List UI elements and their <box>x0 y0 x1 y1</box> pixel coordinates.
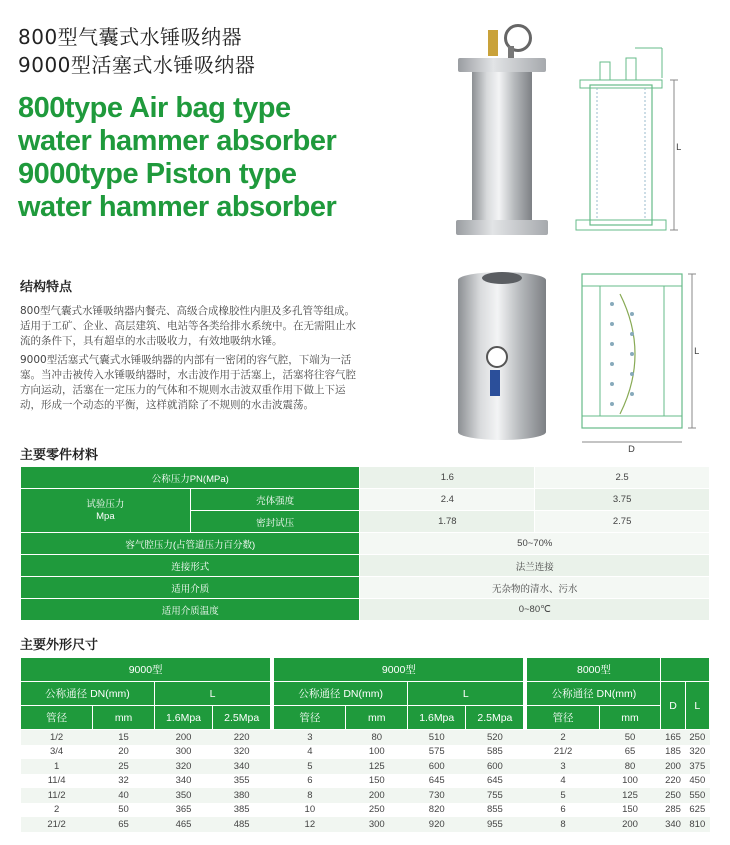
table-cell: 350 <box>154 788 212 803</box>
medium-label: 适用介质 <box>21 577 360 599</box>
table-cell: 810 <box>685 817 709 832</box>
connection-value: 法兰连接 <box>360 555 710 577</box>
table-cell: 250 <box>661 788 685 803</box>
table-cell: 125 <box>599 788 661 803</box>
table-cell: 21/2 <box>21 817 93 832</box>
airbag-absorber-drawing <box>570 40 710 240</box>
table-row <box>21 745 710 760</box>
table-cell: 32 <box>118 775 129 787</box>
table-row <box>21 817 710 832</box>
group-header-2: 9000型 <box>274 658 524 682</box>
table-cell: 200 <box>346 788 408 803</box>
table-row <box>21 774 710 789</box>
table-cell: 820 <box>428 804 445 816</box>
table-cell: 600 <box>466 759 524 774</box>
features-paragraph-2: 9000型活塞式气囊式水锤吸纳器的内部有一密闭的容气腔，下端为一活塞。当冲击被传入水锤吸纳器时，水击波作用于活塞上，活塞将往容气腔方向运动，活塞在一定压力的气体和不规则水击波双重作用下做上下运动，形成一个动态的平衡，这样就消除了不规则的水击波震荡。 <box>20 354 356 411</box>
table-row <box>21 555 710 577</box>
dn-header-2: 公称通径 DN(mm) <box>274 682 408 706</box>
table-cell: 600 <box>408 759 466 774</box>
table-cell: 65 <box>624 746 636 758</box>
features-heading: 结构特点 <box>20 280 73 295</box>
table-cell: 340 <box>661 817 685 832</box>
temperature-value: 0~80℃ <box>360 599 710 621</box>
table-row <box>21 467 710 489</box>
table-cell: 320 <box>689 746 706 758</box>
l-header-1: L <box>154 682 270 706</box>
p25-header: 2.5Mpa <box>213 706 271 730</box>
table-row <box>21 577 710 599</box>
table-cell: 520 <box>466 730 524 745</box>
table-cell: 510 <box>408 730 466 745</box>
dimensions-heading: 主要外形尺寸 <box>20 638 99 653</box>
connection-label: 连接形式 <box>21 555 360 577</box>
l-header-2: L <box>408 682 524 706</box>
d-header-3: D <box>661 682 685 730</box>
table-cell: 165 <box>661 730 685 745</box>
drawing-2-L-label: L <box>694 347 700 357</box>
seal-value-1: 1.78 <box>360 511 535 533</box>
table-cell: 4 <box>307 746 313 758</box>
piston-absorber-photo <box>452 266 552 442</box>
table-cell: 3 <box>527 759 599 774</box>
table-cell: 100 <box>368 746 385 758</box>
l-header-3: L <box>685 682 709 730</box>
shell-value-2: 3.75 <box>535 489 710 511</box>
table-cell: 920 <box>408 817 466 832</box>
table-cell: 300 <box>346 817 408 832</box>
table-cell: 220 <box>665 775 681 787</box>
p16-header: 1.6Mpa <box>408 706 466 730</box>
shell-value-1: 2.4 <box>360 489 535 511</box>
table-cell: 855 <box>486 804 503 816</box>
piston-absorber-drawing <box>570 264 710 454</box>
table-cell: 200 <box>154 730 212 745</box>
table-row <box>21 788 710 803</box>
table-cell: 585 <box>486 746 503 758</box>
table-cell: 50 <box>599 730 661 745</box>
table-cell: 6 <box>560 804 566 816</box>
table-row <box>21 599 710 621</box>
table-cell: 4 <box>560 775 566 787</box>
table-cell: 250 <box>685 730 709 745</box>
shell-strength-label: 壳体强度 <box>190 489 360 511</box>
table-row <box>21 759 710 774</box>
seal-value-2: 2.75 <box>535 511 710 533</box>
table-cell: 3/4 <box>49 746 64 758</box>
features-text <box>20 304 365 417</box>
table-row <box>21 803 710 818</box>
table-cell: 8 <box>274 788 346 803</box>
pn-label: 公称压力PN(MPa) <box>21 467 360 489</box>
table-cell: 380 <box>213 788 271 803</box>
table-cell: 65 <box>93 817 155 832</box>
gas-chamber-label: 容气腔压力(占管道压力百分数) <box>21 533 360 555</box>
table-cell: 15 <box>93 730 155 745</box>
title-en-3: 9000type Piston type <box>18 158 297 190</box>
table-cell: 1 <box>21 759 93 774</box>
test-pressure-label: 试验压力 Mpa <box>21 489 191 533</box>
drawing-2-D-label: D <box>628 445 635 454</box>
pipe-header: 管径 <box>274 706 346 730</box>
table-row <box>21 730 710 745</box>
table-cell: 625 <box>689 804 706 816</box>
table-cell: 40 <box>93 788 155 803</box>
table-cell: 300 <box>175 746 192 758</box>
gas-chamber-value: 50~70% <box>360 533 710 555</box>
features-paragraph-1: 800型气囊式水锤吸纳器内餐壳、高级合成橡胶性内胆及多孔管等组成。适用于工矿、企业、高层建筑、电站等各类给排水系统中。在无需阻止水流的条件下，具有超卓的水击吸收力，有效地吸纳水锤。 <box>20 305 356 347</box>
medium-value: 无杂物的清水、污水 <box>360 577 710 599</box>
table-cell: 465 <box>154 817 212 832</box>
table-cell: 100 <box>622 775 638 787</box>
table-cell: 10 <box>304 804 316 816</box>
airbag-absorber-photo <box>452 20 552 235</box>
dimensions-table <box>20 657 710 832</box>
drawing-1-L-label: L <box>676 143 682 153</box>
table-cell: 340 <box>175 775 192 787</box>
materials-heading: 主要零件材料 <box>20 448 99 463</box>
table-cell: 8 <box>527 817 599 832</box>
title-en-2: water hammer absorber <box>18 125 337 157</box>
table-row <box>21 489 710 511</box>
table-cell: 150 <box>622 804 638 816</box>
seal-test-label: 密封试压 <box>190 511 360 533</box>
table-cell: 125 <box>346 759 408 774</box>
temperature-label: 适用介质温度 <box>21 599 360 621</box>
dn-header-1: 公称通径 DN(mm) <box>21 682 155 706</box>
table-cell: 365 <box>175 804 192 816</box>
table-cell: 450 <box>689 775 706 787</box>
table-cell: 185 <box>665 746 681 758</box>
dn-header-3: 公称通径 DN(mm) <box>527 682 661 706</box>
materials-table <box>20 466 710 621</box>
table-cell: 2 <box>527 730 599 745</box>
table-cell: 25 <box>93 759 155 774</box>
title-en-4: water hammer absorber <box>18 191 337 223</box>
title-en-1: 800type Air bag type <box>18 92 291 124</box>
table-cell: 575 <box>428 746 445 758</box>
pn-value-2: 2.5 <box>535 467 710 489</box>
table-cell: 385 <box>233 804 250 816</box>
table-cell: 150 <box>368 775 385 787</box>
table-cell: 200 <box>599 817 661 832</box>
title-cn-1: 800型气囊式水锤吸纳器 <box>18 25 243 49</box>
table-cell: 375 <box>685 759 709 774</box>
table-cell: 6 <box>307 775 313 787</box>
table-cell: 355 <box>233 775 250 787</box>
title-cn-2: 9000型活塞式水锤吸纳器 <box>18 53 256 77</box>
table-cell: 320 <box>233 746 250 758</box>
table-cell: 730 <box>408 788 466 803</box>
table-cell: 645 <box>486 775 503 787</box>
pipe-header: 管径 <box>527 706 599 730</box>
table-cell: 485 <box>213 817 271 832</box>
table-cell: 5 <box>274 759 346 774</box>
table-cell: 955 <box>466 817 524 832</box>
p16-header: 1.6Mpa <box>154 706 212 730</box>
table-cell: 200 <box>661 759 685 774</box>
table-cell: 220 <box>213 730 271 745</box>
table-cell: 11/4 <box>47 775 66 787</box>
pn-value-1: 1.6 <box>360 467 535 489</box>
table-cell: 21/2 <box>553 746 573 758</box>
table-cell: 250 <box>368 804 385 816</box>
p25-header: 2.5Mpa <box>466 706 524 730</box>
table-cell: 2 <box>53 804 60 816</box>
pipe-header: 管径 <box>21 706 93 730</box>
table-cell: 80 <box>599 759 661 774</box>
table-cell: 80 <box>346 730 408 745</box>
table-cell: 5 <box>527 788 599 803</box>
group-header-1: 9000型 <box>21 658 271 682</box>
table-cell: 755 <box>466 788 524 803</box>
table-cell: 20 <box>118 746 129 758</box>
table-cell: 285 <box>665 804 681 816</box>
table-row <box>21 533 710 555</box>
group-header-3: 8000型 <box>527 658 661 682</box>
table-cell: 12 <box>274 817 346 832</box>
table-cell: 50 <box>118 804 129 816</box>
table-cell: 320 <box>154 759 212 774</box>
table-cell: 645 <box>428 775 445 787</box>
table-cell: 1/2 <box>21 730 93 745</box>
table-cell: 3 <box>274 730 346 745</box>
table-cell: 340 <box>213 759 271 774</box>
mm-header: mm <box>93 706 155 730</box>
table-cell: 550 <box>685 788 709 803</box>
mm-header: mm <box>346 706 408 730</box>
table-cell: 11/2 <box>21 788 93 803</box>
mm-header: mm <box>599 706 661 730</box>
